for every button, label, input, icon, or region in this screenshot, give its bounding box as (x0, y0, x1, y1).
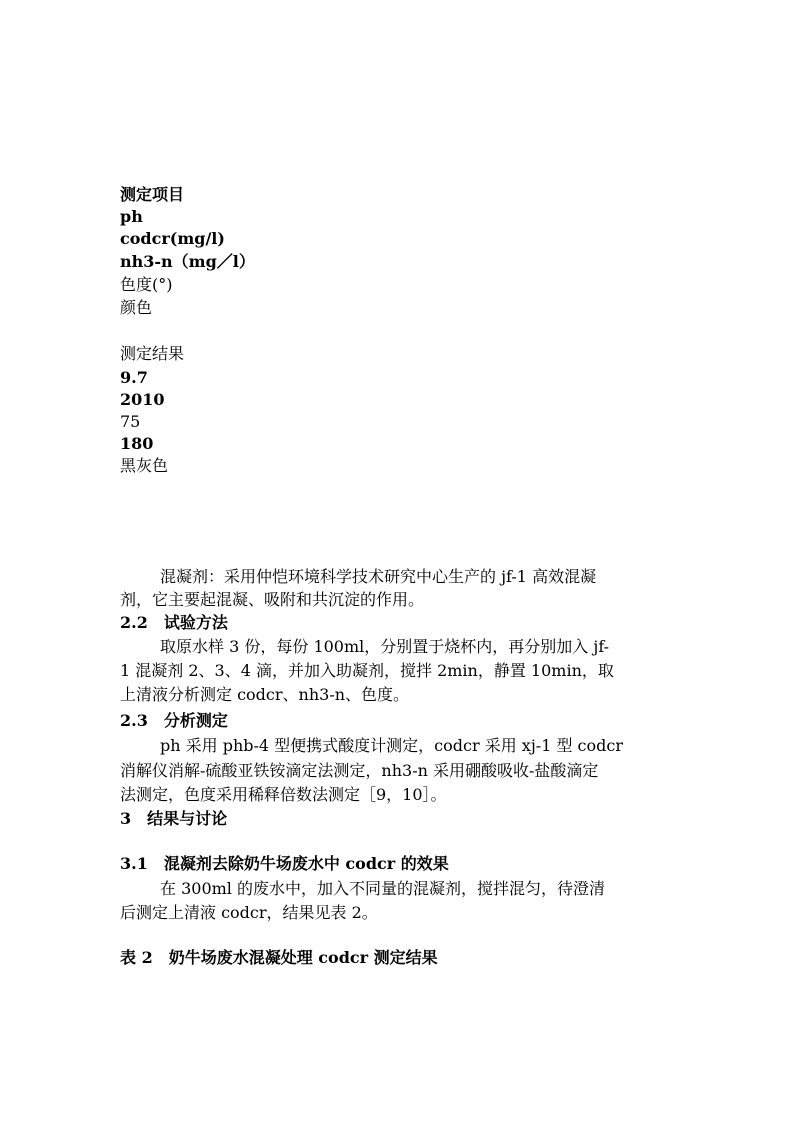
section-2-2-heading: 2.2 试验方法 (120, 613, 228, 632)
table1-result-nh3n: 75 (120, 412, 141, 431)
section-2-3-line3: 法测定，色度采用稀释倍数法测定［9，10］。 (120, 785, 447, 804)
section-2-2-line3: 上清液分析测定 codcr、nh3-n、色度。 (120, 685, 410, 704)
section-2-3-line2: 消解仪消解-硫酸亚铁铵滴定法测定，nh3-n 采用硼酸吸收-盐酸滴定 (120, 761, 599, 780)
section-2-2-line2: 1 混凝剂 2、3、4 滴，并加入助凝剂，搅拌 2min，静置 10min，取 (120, 661, 614, 680)
section-3-heading: 3 结果与讨论 (120, 809, 228, 828)
table1-items-header: 测定项目 (120, 185, 185, 204)
table1-result-ph: 9.7 (120, 368, 148, 387)
table2-caption: 表 2 奶牛场废水混凝处理 codcr 测定结果 (120, 948, 438, 967)
table1-result-chroma: 180 (120, 434, 154, 453)
table1-item-chroma: 色度(°) (120, 275, 173, 294)
table1-item-color: 颜色 (120, 298, 153, 317)
section-2-2-line1: 取原水样 3 份，每份 100ml，分别置于烧杯内，再分别加入 jf- (160, 637, 610, 656)
table1-result-color: 黑灰色 (120, 456, 169, 475)
table1-item-ph: ph (120, 207, 143, 226)
section-3-1-line2: 后测定上清液 codcr，结果见表 2。 (120, 903, 378, 922)
coagulant-paragraph-line2: 剂，它主要起混凝、吸附和共沉淀的作用。 (120, 590, 425, 609)
coagulant-paragraph-line1: 混凝剂：采用仲恺环境科学技术研究中心生产的 jf-1 高效混凝 (160, 567, 597, 586)
table1-results-header: 测定结果 (120, 344, 185, 363)
section-2-3-line1: ph 采用 phb-4 型便携式酸度计测定，codcr 采用 xj-1 型 codcr (160, 736, 623, 755)
section-3-1-heading: 3.1 混凝剂去除奶牛场废水中 codcr 的效果 (120, 854, 449, 873)
section-2-3-heading: 2.3 分析测定 (120, 711, 228, 730)
section-3-1-line1: 在 300ml 的废水中，加入不同量的混凝剂，搅拌混匀，待澄清 (160, 879, 606, 898)
table1-result-codcr: 2010 (120, 390, 165, 409)
table1-item-nh3n: nh3-n（mg／l） (120, 252, 255, 271)
table1-item-codcr: codcr(mg/l) (120, 229, 225, 248)
